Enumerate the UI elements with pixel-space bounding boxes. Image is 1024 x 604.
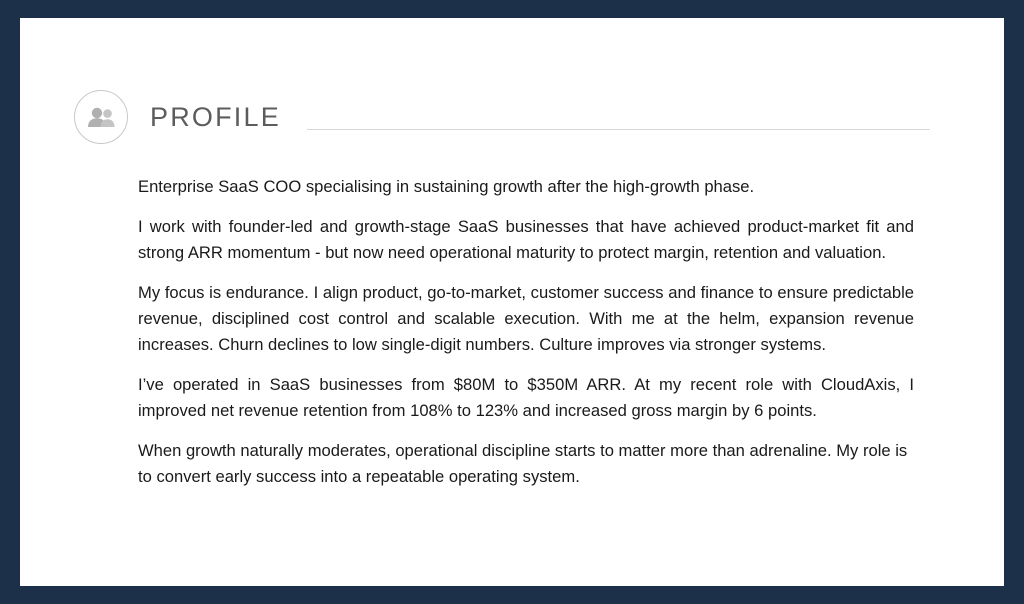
- profile-paragraph-3: My focus is endurance. I align product, go-to-market, customer success and finance to ensure predictable revenue, disciplined cost control and scalable execution. With me at the helm, expansion revenue increases. Churn declines to low single-digit numbers. Culture improves via stronger systems.: [138, 283, 914, 354]
- document-sheet: [20, 18, 1004, 586]
- people-icon: [74, 90, 128, 144]
- header-divider: [307, 129, 930, 130]
- section-title: PROFILE: [150, 101, 281, 132]
- profile-paragraph-4: I’ve operated in SaaS businesses from $80M to $350M ARR. At my recent role with CloudAxis, I improved net revenue retention from 108% to 123% and increased gross margin by 6 points.: [138, 375, 914, 420]
- profile-paragraph-1: Enterprise SaaS COO specialising in sustaining growth after the high-growth phase.: [138, 177, 755, 196]
- profile-body: [70, 174, 930, 490]
- section-header: [70, 90, 930, 144]
- profile-paragraph-5: When growth naturally moderates, operational discipline starts to matter more than adrenaline. My role is to convert early success into a repeatable operating system.: [138, 441, 908, 486]
- profile-paragraph-2: I work with founder-led and growth-stage SaaS businesses that have achieved product-market fit and strong ARR momentum - but now need operational maturity to protect margin, retention and valuation.: [138, 217, 914, 262]
